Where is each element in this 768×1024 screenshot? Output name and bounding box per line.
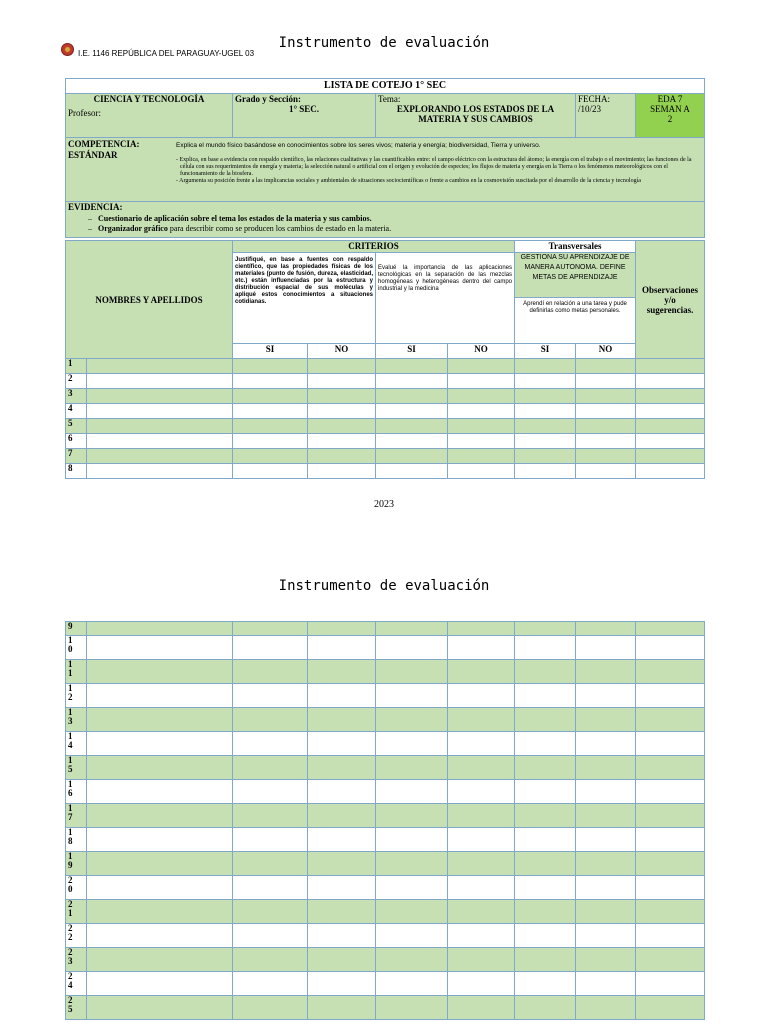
competencia-text: Explica el mundo físico basándose en conocimientos sobre los seres vivos; materia y energía; biodiversidad, Tierra y universo. — [176, 142, 541, 149]
check-cell[interactable] — [233, 708, 308, 732]
row-number: 1 8 — [66, 828, 87, 852]
check-cell[interactable] — [576, 389, 636, 404]
check-cell[interactable] — [576, 876, 636, 900]
check-cell[interactable] — [515, 804, 576, 828]
check-cell[interactable] — [233, 780, 308, 804]
table-row — [66, 996, 705, 1020]
estandar-item: - Argumenta su posición frente a las implicancias sociales y ambientales de situaciones sociocientíficas o frente a cambios en la cosmovisión suscitada por el desarrollo de la ciencia y tecnología — [176, 178, 641, 184]
checklist-header-table — [65, 78, 705, 238]
check-cell[interactable] — [308, 622, 376, 636]
row-number: 6 — [66, 434, 87, 449]
table-row — [66, 419, 705, 434]
check-cell[interactable] — [448, 684, 515, 708]
check-cell[interactable] — [515, 404, 576, 419]
check-cell[interactable] — [515, 900, 576, 924]
row-number: 2 0 — [66, 876, 87, 900]
observation-cell[interactable] — [636, 449, 705, 464]
list-title: LISTA DE COTEJO 1° SEC — [66, 79, 705, 94]
check-cell[interactable] — [576, 464, 636, 479]
nombres-header: NOMBRES Y APELLIDOS — [66, 241, 233, 359]
fecha-label: FECHA: — [578, 94, 611, 104]
row-number: 2 5 — [66, 996, 87, 1020]
check-cell[interactable] — [448, 996, 515, 1020]
check-cell[interactable] — [308, 636, 376, 660]
check-cell[interactable] — [515, 636, 576, 660]
check-cell[interactable] — [515, 374, 576, 389]
evidencia-item: – Organizador gráfico para describir como se producen los cambios de estado en la materia. — [88, 224, 392, 233]
tema-value: EXPLORANDO LOS ESTADOS DE LA MATERIA Y SUS CAMBIOS — [396, 104, 555, 124]
check-cell[interactable] — [515, 359, 576, 374]
check-cell[interactable] — [308, 852, 376, 876]
transversal-desc: Aprendí en relación a una tarea y pude definirlas como metas personales. — [523, 301, 627, 314]
check-cell[interactable] — [233, 636, 308, 660]
estandar-item: - Explica, en base a evidencia con respaldo científico, las relaciones cualitativas y las cuantificables entre: el campo eléctrico con la estructura del átomo; la energía con el trabajo o el movimiento; las funciones de la célula con sus requerimientos de energía y materia; la selección natural o artificial con el origen y evolución de especies; los flujos de materia y energía en la Tierra o los fenómenos meteorológicos con el funcionamiento de la biosfera. — [176, 157, 692, 177]
check-cell[interactable] — [233, 374, 308, 389]
check-cell[interactable] — [515, 464, 576, 479]
check-cell[interactable] — [376, 374, 448, 389]
check-cell[interactable] — [448, 389, 515, 404]
check-cell[interactable] — [376, 972, 448, 996]
check-cell[interactable] — [376, 636, 448, 660]
row-number: 1 2 — [66, 684, 87, 708]
table-row — [66, 852, 705, 876]
check-cell[interactable] — [233, 828, 308, 852]
check-cell[interactable] — [308, 708, 376, 732]
criterio-1: Justifiqué, en base a fuentes con respaldo científico, que las propiedades físicas de los materiales (punto de fusión, dureza, elasticidad, etc.) están influenciadas por la estructura y distribución espacial de sus moléculas y apliqué estos conocimientos a situaciones cotidianas. — [233, 253, 376, 344]
check-cell[interactable] — [576, 419, 636, 434]
eda-cell: EDA 7 SEMAN A 2 — [636, 94, 705, 138]
check-cell[interactable] — [308, 359, 376, 374]
observation-cell[interactable] — [636, 804, 705, 828]
check-cell[interactable] — [448, 434, 515, 449]
fecha-value: /10/23 — [578, 104, 602, 114]
student-name-cell[interactable] — [87, 684, 233, 708]
check-cell[interactable] — [448, 732, 515, 756]
check-cell[interactable] — [576, 622, 636, 636]
row-number: 2 3 — [66, 948, 87, 972]
student-name-cell[interactable] — [87, 434, 233, 449]
check-cell[interactable] — [376, 804, 448, 828]
check-cell[interactable] — [233, 804, 308, 828]
student-name-cell[interactable] — [87, 404, 233, 419]
table-row — [66, 948, 705, 972]
check-cell[interactable] — [376, 780, 448, 804]
check-cell[interactable] — [448, 948, 515, 972]
check-cell[interactable] — [515, 828, 576, 852]
competencia-label: COMPETENCIA: — [68, 139, 140, 149]
row-number: 2 — [66, 374, 87, 389]
checklist-grid — [65, 240, 705, 479]
check-cell[interactable] — [576, 732, 636, 756]
check-cell[interactable] — [376, 924, 448, 948]
check-cell[interactable] — [576, 852, 636, 876]
check-cell[interactable] — [376, 852, 448, 876]
check-cell[interactable] — [376, 404, 448, 419]
no-header: NO — [576, 344, 636, 359]
check-cell[interactable] — [308, 876, 376, 900]
student-name-cell[interactable] — [87, 636, 233, 660]
check-cell[interactable] — [576, 660, 636, 684]
check-cell[interactable] — [308, 804, 376, 828]
check-cell[interactable] — [376, 900, 448, 924]
check-cell[interactable] — [515, 996, 576, 1020]
check-cell[interactable] — [448, 419, 515, 434]
check-cell[interactable] — [376, 876, 448, 900]
observation-cell[interactable] — [636, 660, 705, 684]
student-name-cell[interactable] — [87, 449, 233, 464]
table-row — [66, 434, 705, 449]
check-cell[interactable] — [308, 389, 376, 404]
check-cell[interactable] — [448, 972, 515, 996]
page-title: Instrumento de evaluación — [278, 578, 490, 594]
check-cell[interactable] — [376, 756, 448, 780]
check-cell[interactable] — [233, 464, 308, 479]
estandar-label: ESTÁNDAR — [68, 150, 118, 160]
row-number: 2 4 — [66, 972, 87, 996]
check-cell[interactable] — [308, 449, 376, 464]
fecha-cell — [576, 94, 636, 138]
check-cell[interactable] — [233, 924, 308, 948]
evidencia-list — [88, 214, 702, 234]
check-cell[interactable] — [576, 780, 636, 804]
check-cell[interactable] — [376, 464, 448, 479]
check-cell[interactable] — [233, 756, 308, 780]
student-name-cell[interactable] — [87, 924, 233, 948]
student-name-cell[interactable] — [87, 464, 233, 479]
check-cell[interactable] — [576, 404, 636, 419]
si-header: SI — [376, 344, 448, 359]
observation-cell[interactable] — [636, 684, 705, 708]
check-cell[interactable] — [376, 660, 448, 684]
check-cell[interactable] — [515, 449, 576, 464]
check-cell[interactable] — [576, 900, 636, 924]
table-row — [66, 449, 705, 464]
check-cell[interactable] — [308, 756, 376, 780]
row-number: 1 0 — [66, 636, 87, 660]
check-cell[interactable] — [576, 449, 636, 464]
row-number: 4 — [66, 404, 87, 419]
observation-cell[interactable] — [636, 636, 705, 660]
student-name-cell[interactable] — [87, 359, 233, 374]
student-name-cell[interactable] — [87, 780, 233, 804]
observation-cell[interactable] — [636, 464, 705, 479]
observation-cell[interactable] — [636, 419, 705, 434]
school-name: I.E. 1146 REPÚBLICA DEL PARAGUAY-UGEL 03 — [78, 49, 255, 58]
check-cell[interactable] — [576, 374, 636, 389]
grado-label: Grado y Sección: — [235, 94, 301, 104]
check-cell[interactable] — [308, 464, 376, 479]
observation-cell[interactable] — [636, 374, 705, 389]
check-cell[interactable] — [515, 622, 576, 636]
student-name-cell[interactable] — [87, 389, 233, 404]
check-cell[interactable] — [308, 404, 376, 419]
table-row — [66, 924, 705, 948]
check-cell[interactable] — [448, 756, 515, 780]
check-cell[interactable] — [448, 464, 515, 479]
observation-cell[interactable] — [636, 924, 705, 948]
row-number: 1 — [66, 359, 87, 374]
check-cell[interactable] — [376, 708, 448, 732]
table-row — [66, 389, 705, 404]
table-row — [66, 464, 705, 479]
check-cell[interactable] — [448, 804, 515, 828]
check-cell[interactable] — [576, 924, 636, 948]
check-cell[interactable] — [376, 449, 448, 464]
no-header: NO — [448, 344, 515, 359]
check-cell[interactable] — [308, 660, 376, 684]
observation-cell[interactable] — [636, 900, 705, 924]
check-cell[interactable] — [233, 359, 308, 374]
check-cell[interactable] — [233, 684, 308, 708]
table-row — [66, 876, 705, 900]
table-row — [66, 708, 705, 732]
check-cell[interactable] — [233, 434, 308, 449]
check-cell[interactable] — [233, 419, 308, 434]
check-cell[interactable] — [448, 622, 515, 636]
table-row — [66, 684, 705, 708]
table-row — [66, 756, 705, 780]
check-cell[interactable] — [448, 404, 515, 419]
student-name-cell[interactable] — [87, 660, 233, 684]
estandar-list — [172, 157, 702, 185]
check-cell[interactable] — [308, 780, 376, 804]
check-cell[interactable] — [308, 374, 376, 389]
check-cell[interactable] — [448, 876, 515, 900]
check-cell[interactable] — [515, 389, 576, 404]
check-cell[interactable] — [515, 852, 576, 876]
check-cell[interactable] — [576, 684, 636, 708]
check-cell[interactable] — [448, 636, 515, 660]
check-cell[interactable] — [515, 756, 576, 780]
check-cell[interactable] — [233, 732, 308, 756]
check-cell[interactable] — [308, 900, 376, 924]
table-row — [66, 374, 705, 389]
student-name-cell[interactable] — [87, 419, 233, 434]
check-cell[interactable] — [448, 924, 515, 948]
check-cell[interactable] — [233, 876, 308, 900]
student-name-cell[interactable] — [87, 948, 233, 972]
check-cell[interactable] — [376, 434, 448, 449]
si-header: SI — [515, 344, 576, 359]
grado-value: 1° SEC. — [288, 104, 320, 114]
check-cell[interactable] — [376, 389, 448, 404]
check-cell[interactable] — [576, 948, 636, 972]
row-number: 1 4 — [66, 732, 87, 756]
row-number: 1 3 — [66, 708, 87, 732]
student-name-cell[interactable] — [87, 756, 233, 780]
observation-cell[interactable] — [636, 434, 705, 449]
check-cell[interactable] — [448, 852, 515, 876]
check-cell[interactable] — [308, 924, 376, 948]
check-cell[interactable] — [515, 419, 576, 434]
check-cell[interactable] — [448, 449, 515, 464]
check-cell[interactable] — [515, 684, 576, 708]
check-cell[interactable] — [448, 708, 515, 732]
table-row — [66, 660, 705, 684]
check-cell[interactable] — [308, 434, 376, 449]
observation-cell[interactable] — [636, 732, 705, 756]
check-cell[interactable] — [515, 434, 576, 449]
competencia-cell — [66, 138, 705, 202]
student-name-cell[interactable] — [87, 804, 233, 828]
check-cell[interactable] — [576, 636, 636, 660]
check-cell[interactable] — [233, 449, 308, 464]
check-cell[interactable] — [233, 404, 308, 419]
check-cell[interactable] — [233, 972, 308, 996]
evidencia-cell — [66, 202, 705, 238]
check-cell[interactable] — [576, 434, 636, 449]
check-cell[interactable] — [515, 924, 576, 948]
row-number: 1 9 — [66, 852, 87, 876]
check-cell[interactable] — [376, 828, 448, 852]
table-row — [66, 828, 705, 852]
check-cell[interactable] — [448, 828, 515, 852]
check-cell[interactable] — [515, 972, 576, 996]
check-cell[interactable] — [233, 948, 308, 972]
table-row — [66, 359, 705, 374]
observation-cell[interactable] — [636, 756, 705, 780]
checklist-grid-continued — [65, 621, 705, 1020]
observation-cell[interactable] — [636, 972, 705, 996]
check-cell[interactable] — [308, 996, 376, 1020]
student-name-cell[interactable] — [87, 900, 233, 924]
check-cell[interactable] — [376, 684, 448, 708]
observation-cell[interactable] — [636, 359, 705, 374]
grado-cell — [233, 94, 376, 138]
check-cell[interactable] — [576, 828, 636, 852]
check-cell[interactable] — [515, 876, 576, 900]
check-cell[interactable] — [308, 828, 376, 852]
check-cell[interactable] — [376, 996, 448, 1020]
check-cell[interactable] — [308, 419, 376, 434]
transversal-cell — [515, 253, 636, 344]
table-row — [66, 804, 705, 828]
no-header: NO — [308, 344, 376, 359]
check-cell[interactable] — [308, 948, 376, 972]
row-number: 7 — [66, 449, 87, 464]
area-cell — [66, 94, 233, 138]
observation-cell[interactable] — [636, 622, 705, 636]
check-cell[interactable] — [576, 972, 636, 996]
student-name-cell[interactable] — [87, 876, 233, 900]
tema-cell — [376, 94, 576, 138]
table-row — [66, 622, 705, 636]
check-cell[interactable] — [576, 804, 636, 828]
row-number: 2 1 — [66, 900, 87, 924]
check-cell[interactable] — [376, 622, 448, 636]
check-cell[interactable] — [576, 996, 636, 1020]
student-name-cell[interactable] — [87, 708, 233, 732]
check-cell[interactable] — [233, 900, 308, 924]
row-number: 5 — [66, 419, 87, 434]
criterio-2: Evalué la importancia de las aplicaciones tecnológicas en la separación de las mezclas homogéneas y heterogéneas dentro del campo industrial y la medicina — [376, 253, 515, 344]
check-cell[interactable] — [515, 708, 576, 732]
table-row — [66, 900, 705, 924]
check-cell[interactable] — [376, 732, 448, 756]
evidencia-label: EVIDENCIA: — [68, 202, 123, 212]
observation-cell[interactable] — [636, 948, 705, 972]
table-row — [66, 404, 705, 419]
student-name-cell[interactable] — [87, 622, 233, 636]
criterios-header: CRITERIOS — [233, 241, 515, 253]
row-number: 2 2 — [66, 924, 87, 948]
student-name-cell[interactable] — [87, 732, 233, 756]
row-number: 9 — [66, 622, 87, 636]
check-cell[interactable] — [576, 359, 636, 374]
check-cell[interactable] — [233, 389, 308, 404]
table-row — [66, 972, 705, 996]
student-name-cell[interactable] — [87, 996, 233, 1020]
check-cell[interactable] — [376, 359, 448, 374]
observation-cell[interactable] — [636, 708, 705, 732]
row-number: 8 — [66, 464, 87, 479]
table-row — [66, 780, 705, 804]
table-row — [66, 732, 705, 756]
check-cell[interactable] — [233, 996, 308, 1020]
check-cell[interactable] — [233, 622, 308, 636]
row-number: 1 6 — [66, 780, 87, 804]
transversal-title: GESTIONA SU APRENDIZAJE DE MANERA AUTONOMA. DEFINE METAS DE APRENDIZAJE — [515, 253, 635, 298]
check-cell[interactable] — [448, 660, 515, 684]
school-logo-icon — [61, 43, 74, 56]
page-title: Instrumento de evaluación — [278, 35, 490, 51]
check-cell[interactable] — [376, 419, 448, 434]
evidencia-item: – Cuestionario de aplicación sobre el tema los estados de la materia y sus cambios. — [88, 214, 372, 223]
observation-cell[interactable] — [636, 996, 705, 1020]
observation-cell[interactable] — [636, 780, 705, 804]
check-cell[interactable] — [448, 780, 515, 804]
check-cell[interactable] — [515, 948, 576, 972]
observaciones-header: Observaciones y/o sugerencias. — [636, 241, 705, 359]
check-cell[interactable] — [576, 708, 636, 732]
row-number: 1 5 — [66, 756, 87, 780]
check-cell[interactable] — [515, 732, 576, 756]
table-row — [66, 636, 705, 660]
check-cell[interactable] — [308, 732, 376, 756]
student-name-cell[interactable] — [87, 374, 233, 389]
check-cell[interactable] — [448, 359, 515, 374]
student-name-cell[interactable] — [87, 828, 233, 852]
profesor-label: Profesor: — [68, 108, 101, 118]
observation-cell[interactable] — [636, 852, 705, 876]
tema-label: Tema: — [378, 94, 401, 104]
row-number: 1 1 — [66, 660, 87, 684]
observation-cell[interactable] — [636, 828, 705, 852]
check-cell[interactable] — [448, 374, 515, 389]
check-cell[interactable] — [233, 852, 308, 876]
observation-cell[interactable] — [636, 389, 705, 404]
footer-year: 2023 — [374, 499, 394, 510]
check-cell[interactable] — [515, 780, 576, 804]
check-cell[interactable] — [308, 684, 376, 708]
check-cell[interactable] — [376, 948, 448, 972]
student-name-cell[interactable] — [87, 972, 233, 996]
check-cell[interactable] — [233, 660, 308, 684]
si-header: SI — [233, 344, 308, 359]
check-cell[interactable] — [448, 900, 515, 924]
check-cell[interactable] — [515, 660, 576, 684]
check-cell[interactable] — [308, 972, 376, 996]
student-name-cell[interactable] — [87, 852, 233, 876]
check-cell[interactable] — [576, 756, 636, 780]
area-name: CIENCIA Y TECNOLOGÍA — [93, 94, 205, 104]
row-number: 1 7 — [66, 804, 87, 828]
transversales-header: Transversales — [515, 241, 636, 253]
row-number: 3 — [66, 389, 87, 404]
observation-cell[interactable] — [636, 404, 705, 419]
observation-cell[interactable] — [636, 876, 705, 900]
